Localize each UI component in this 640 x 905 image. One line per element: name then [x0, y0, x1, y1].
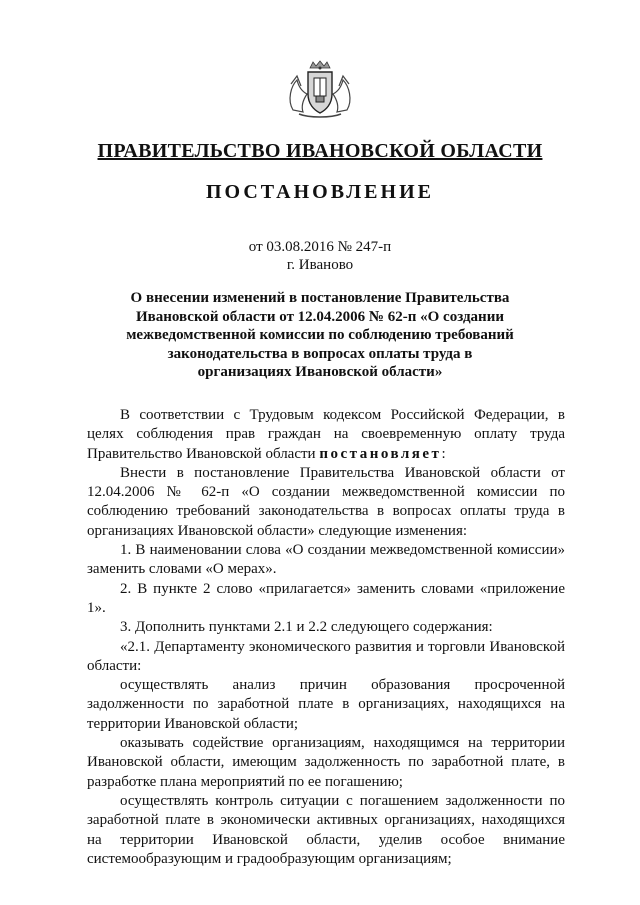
paragraph-assistance: оказывать содействие организациям, находящимся на территории Ивановской области, имеющим задолженность по заработной плате, в разработке плана мероприятий по ее погашению;: [87, 735, 565, 790]
preamble-colon: :: [441, 445, 446, 462]
decree-keyword: постановляет: [319, 445, 442, 462]
government-title: ПРАВИТЕЛЬСТВО ИВАНОВСКОЙ ОБЛАСТИ: [97, 140, 543, 162]
document-type-heading: ПОСТАНОВЛЕНИЕ: [206, 181, 434, 203]
coat-of-arms-emblem: [285, 60, 355, 120]
decree-subject: О внесении изменений в постановление Правительства Ивановской области от 12.04.2006 № 62-п «О создании межведомственной комиссии по соблюдению требований законодательства в вопросах оплаты труда в организациях Ивановской области»: [126, 290, 514, 381]
paragraph-item-2: 2. В пункте 2 слово «прилагается» заменить словами «приложение 1».: [87, 580, 565, 616]
paragraph-introduce-changes: Внести в постановление Правительства Ивановской области от 12.04.2006 № 62-п «О создании межведомственной комиссии по соблюдению требований законодательства в вопросах оплаты труда в организациях Ивановской области» следующие изменения:: [87, 464, 565, 539]
paragraph-control: осуществлять контроль ситуации с погашением задолженности по заработной плате в экономически активных организациях, находящихся на территории Ивановской области, уделив особое внимание системообразующим и градообразующим организациям;: [87, 792, 565, 867]
paragraph-item-3: 3. Дополнить пунктами 2.1 и 2.2 следующего содержания:: [120, 619, 493, 636]
paragraph-item-1: 1. В наименовании слова «О создании межведомственной комиссии» заменить словами «О мерах».: [87, 542, 565, 578]
paragraph-analysis: осуществлять анализ причин образования просроченной задолженности по заработной плате в организациях, находящихся на территории Ивановской области;: [87, 677, 565, 732]
preamble-text: В соответствии с Трудовым кодексом Российской Федерации, в целях соблюдения прав граждан на своевременную оплату труда Правительство Ивановской области: [87, 407, 565, 462]
decree-date-number: от 03.08.2016 № 247-п: [248, 239, 392, 255]
paragraph-item-2-1: «2.1. Департаменту экономического развития и торговли Ивановской области:: [87, 638, 565, 674]
document-body: [87, 406, 565, 869]
paragraph-preamble: [87, 406, 565, 464]
city-name: г. Иваново: [286, 257, 354, 273]
